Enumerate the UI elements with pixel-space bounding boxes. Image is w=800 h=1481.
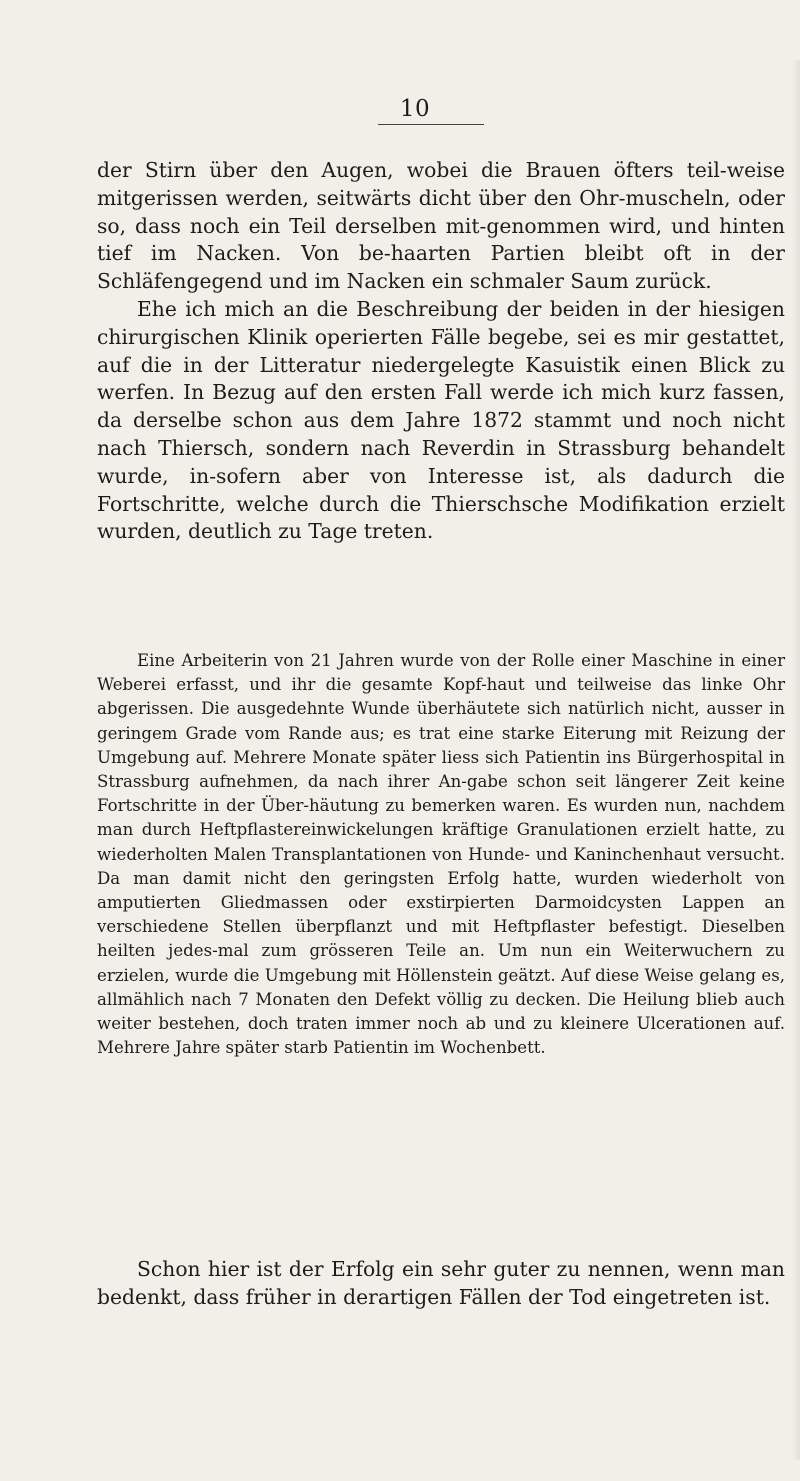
page-edge-shadow: [792, 60, 800, 1460]
case-report-paragraph: Eine Arbeiterin von 21 Jahren wurde von der Rolle einer Maschine in einer Weberei erfasst, und ihr die gesamte Kopf-haut und teilweise das linke Ohr abgerissen. Die ausgedehnte Wunde überhäutete sich natürlich nicht, ausser in geringem Grade vom Rande aus; es trat eine starke Eiterung mit Reizung der Umgebung auf. Mehrere Monate später liess sich Patientin ins Bürgerhospital in Strassburg aufnehmen, da nach ihrer An-gabe schon seit längerer Zeit keine Fortschritte in der Über-häutung zu bemerken waren. Es wurden nun, nachdem man durch Heftpflastereinwickelungen kräftige Granulationen erzielt hatte, zu wiederholten Malen Transplantationen von Hunde- und Kaninchenhaut versucht. Da man damit nicht den geringsten Erfolg hatte, wurden wiederholt von amputierten Gliedmassen oder exstirpierten Darmoidcysten Lappen an verschiedene Stellen überpflanzt und mit Heftpflaster befestigt. Dieselben heilten jedes-mal zum grösseren Teile an. Um nun ein Weiterwuchern zu erzielen, wurde die Umgebung mit Höllenstein geätzt. Auf diese Weise gelang es, allmählich nach 7 Monaten den Defekt völlig zu decken. Die Heilung blieb auch weiter bestehen, doch traten immer noch ab und zu kleinere Ulcerationen auf. Mehrere Jahre später starb Patientin im Wochenbett.: [97, 651, 785, 1058]
header-rule: [378, 124, 484, 125]
page-number: 10: [399, 96, 431, 122]
paragraph-4: Schon hier ist der Erfolg ein sehr guter zu nennen, wenn man bedenkt, dass früher in derartigen Fällen der Tod eingetreten ist.: [97, 1257, 785, 1309]
paragraph-1: der Stirn über den Augen, wobei die Brauen öfters teil-weise mitgerissen werden, seitwärts dicht über den Ohr-muscheln, oder so, dass noch ein Teil derselben mit-genommen wird, und hinten tief im Nacken. Von be-haarten Partien bleibt oft in der Schläfengegend und im Nacken ein schmaler Saum zurück.: [97, 158, 785, 294]
paragraph-2: Ehe ich mich an die Beschreibung der beiden in der hiesigen chirurgischen Klinik operierten Fälle begebe, sei es mir gestattet, auf die in der Litteratur niedergelegte Kasuistik einen Blick zu werfen. In Bezug auf den ersten Fall werde ich mich kurz fassen, da derselbe schon aus dem Jahre 1872 stammt und noch nicht nach Thiersch, sondern nach Reverdin in Strassburg behandelt wurde, in-sofern aber von Interesse ist, als dadurch die Fortschritte, welche durch die Thierschsche Modifikation erzielt wurden, deutlich zu Tage treten.: [97, 297, 785, 544]
